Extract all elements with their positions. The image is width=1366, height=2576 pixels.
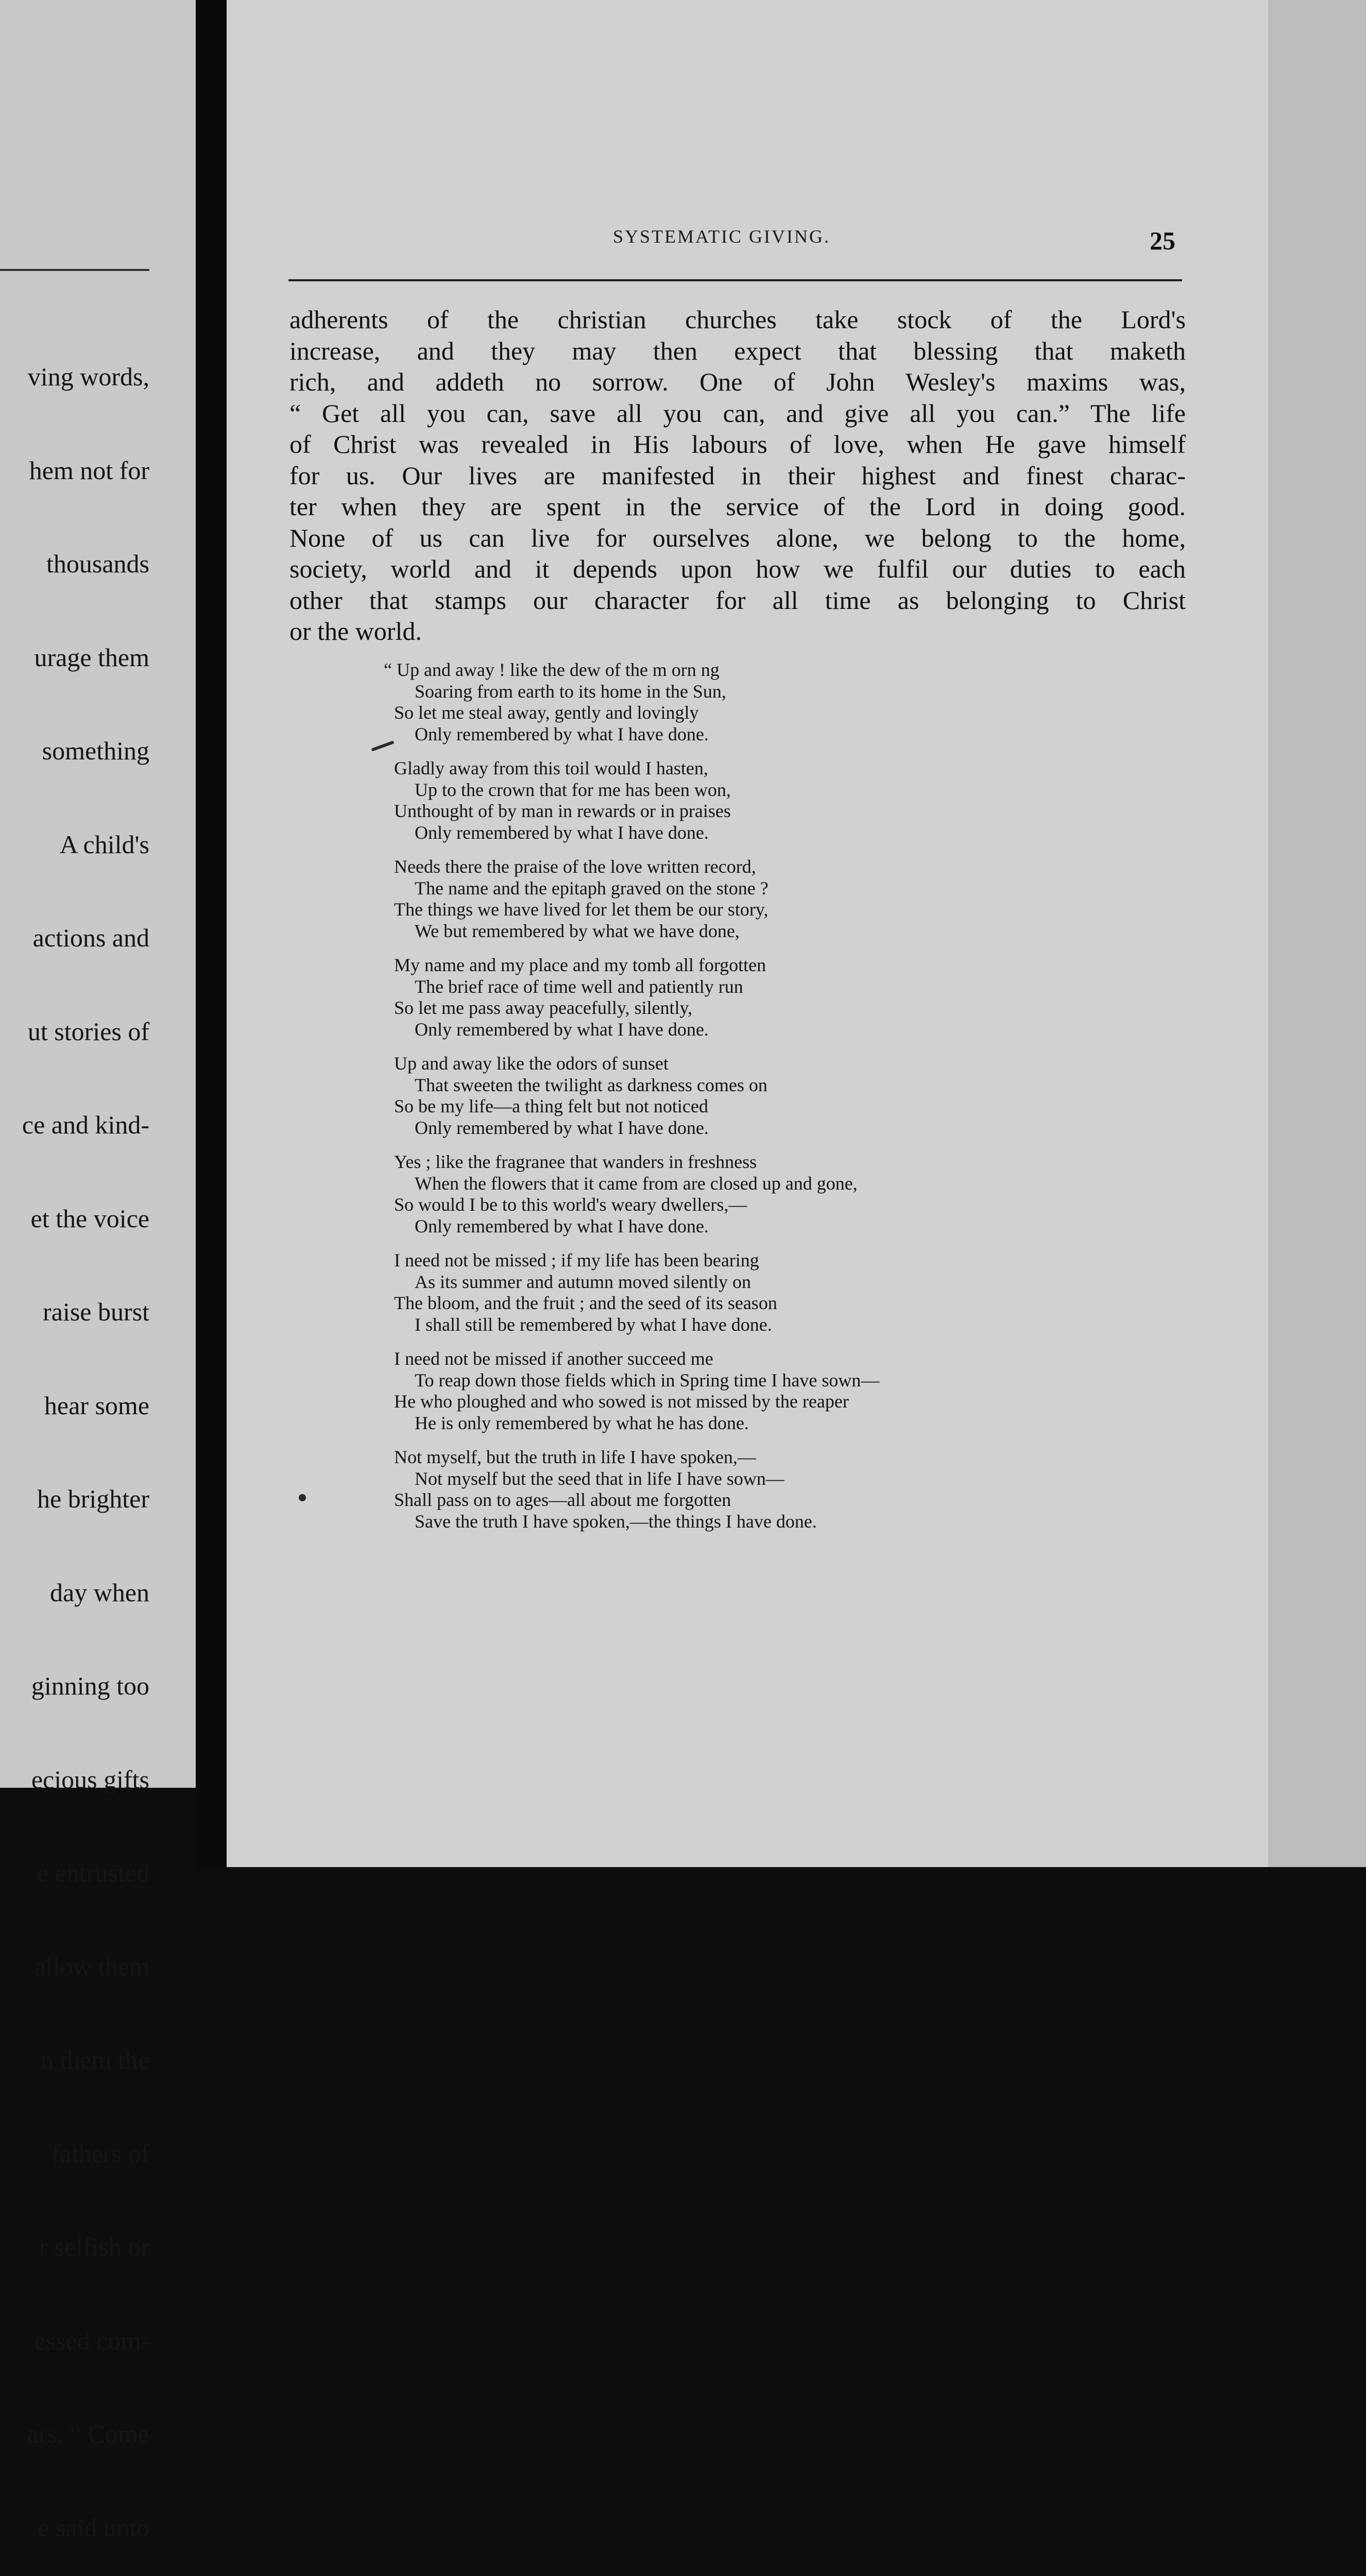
- poem-line: Only remembered by what I have done.: [415, 1117, 709, 1138]
- left-line: A child's: [59, 829, 149, 859]
- poem-line: Not myself but the seed that in life I have sown—: [415, 1468, 784, 1489]
- left-page-fragment: [0, 0, 196, 2542]
- poem-line: We but remembered by what we have done,: [415, 920, 740, 941]
- poem-line: Only remembered by what I have done.: [415, 1019, 709, 1040]
- ink-speck: [299, 1494, 306, 1501]
- poem-line: So be my life—a thing felt but not noticed: [394, 1096, 708, 1116]
- left-line: e said unto: [38, 2513, 149, 2542]
- poem-line: The name and the epitaph graved on the stone ?: [415, 877, 769, 899]
- left-line: e entrusted: [37, 1858, 149, 1887]
- poem-line: Only remembered by what I have done.: [415, 1215, 709, 1236]
- prose-line: “ Get all you can, save all you can, and give all you can.” The life: [289, 398, 1186, 428]
- left-page-head-rule: [0, 269, 149, 271]
- poem-line: I shall still be remembered by what I have done.: [415, 1314, 772, 1335]
- page-number: 25: [1150, 226, 1175, 255]
- right-page: [227, 0, 1366, 1867]
- poem-line: I need not be missed ; if my life has been bearing: [394, 1250, 759, 1270]
- poem-stanza: [394, 1151, 1064, 1237]
- left-line: et the voice: [30, 1204, 149, 1233]
- poem-line: As its summer and autumn moved silently on: [415, 1271, 751, 1292]
- poem-line: Only remembered by what I have done.: [415, 822, 709, 843]
- poem-stanza: [394, 758, 1064, 843]
- left-line: ut stories of: [27, 1016, 149, 1046]
- prose-line: of Christ was revealed in His labours of love, when He gave himself: [289, 430, 1186, 459]
- poem-line: So let me pass away peacefully, silently,: [394, 997, 693, 1018]
- prose-line: increase, and they may then expect that blessing that maketh: [289, 336, 1186, 365]
- left-line: hem not for: [29, 455, 149, 485]
- left-line: r selfish or: [39, 2232, 149, 2261]
- prose-line: for us. Our lives are manifested in their highest and finest charac-: [289, 461, 1186, 490]
- poem-line: Up to the crown that for me has been won,: [415, 779, 731, 800]
- left-line: hear some: [44, 1391, 149, 1420]
- running-head: SYSTEMATIC GIVING.: [613, 226, 830, 247]
- prose-line: society, world and it depends upon how we fulfil our duties to each: [289, 554, 1186, 583]
- ink-mark: [371, 740, 394, 751]
- poem-line: Unthought of by man in rewards or in praises: [394, 801, 731, 821]
- header-rule: [288, 279, 1182, 281]
- poem-stanza: [394, 955, 1064, 1040]
- prose-line: None of us can live for ourselves alone, we belong to the home,: [289, 523, 1186, 552]
- poem-stanza: [394, 1348, 1064, 1434]
- prose-line: rich, and addeth no sorrow. One of John Wesley's maxims was,: [289, 367, 1186, 396]
- left-line: fathers of: [51, 2139, 149, 2168]
- poem-line: Soaring from earth to its home in the Sun,: [415, 681, 726, 702]
- poem-stanza: [394, 856, 1064, 942]
- poem-line: Up and away like the odors of sunset: [394, 1053, 669, 1074]
- poem-line: When the flowers that it came from are closed up and gone,: [415, 1173, 858, 1194]
- page-edge-shadow: [1268, 0, 1366, 1867]
- prose-line: adherents of the christian churches take stock of the Lord's: [289, 305, 1186, 334]
- poem-line: “ Up and away ! like the dew of the m orn ng: [384, 659, 720, 680]
- left-line: he brighter: [37, 1484, 149, 1513]
- poem-line: That sweeten the twilight as darkness comes on: [415, 1074, 767, 1095]
- left-line: ving words,: [27, 362, 149, 391]
- poem-line: Shall pass on to ages—all about me forgotten: [394, 1489, 731, 1510]
- poem-line: Yes ; like the fragranee that wanders in freshness: [394, 1151, 757, 1172]
- left-line: something: [42, 736, 149, 765]
- poem-line: Gladly away from this toil would I hasten,: [394, 758, 708, 778]
- poem-stanza: [394, 1447, 1064, 1532]
- poem-line: My name and my place and my tomb all forgotten: [394, 955, 766, 975]
- poem-line: The things we have lived for let them be our story,: [394, 899, 769, 920]
- poem-line: I need not be missed if another succeed me: [394, 1348, 713, 1369]
- prose-paragraph: [289, 304, 1186, 647]
- poem-line: So would I be to this world's weary dwellers,—: [394, 1194, 747, 1215]
- poem-line: He who ploughed and who sowed is not missed by the reaper: [394, 1391, 849, 1412]
- poem-line: To reap down those fields which in Spring time I have sown—: [415, 1369, 880, 1391]
- left-line: actions and: [32, 923, 149, 952]
- poem-line: Needs there the praise of the love written record,: [394, 856, 756, 877]
- left-line: raise burst: [43, 1297, 149, 1326]
- poem-line: Save the truth I have spoken,—the things I have done.: [415, 1511, 817, 1532]
- prose-line: or the world.: [289, 617, 422, 646]
- left-line: ars, “ Come: [27, 2419, 149, 2448]
- left-line: urage them: [34, 642, 149, 672]
- left-line: ce and kind-: [22, 1110, 149, 1139]
- left-line: thousands: [46, 549, 149, 578]
- poem-line: So let me steal away, gently and lovingly: [394, 702, 699, 723]
- poem-stanza: [384, 659, 1064, 745]
- left-line: essed com-: [34, 2326, 149, 2355]
- prose-line: ter when they are spent in the service of the Lord in doing good.: [289, 492, 1186, 521]
- poem-line: Only remembered by what I have done.: [415, 723, 709, 744]
- poem-line: He is only remembered by what he has done.: [415, 1412, 749, 1433]
- poem: [384, 659, 1064, 1545]
- poem-line: The brief race of time well and patiently run: [415, 976, 743, 997]
- left-line: ginning too: [31, 1671, 149, 1700]
- left-line: allow them: [34, 1952, 149, 1981]
- poem-stanza: [394, 1250, 1064, 1335]
- left-page-text: [21, 299, 149, 2576]
- poem-stanza: [394, 1053, 1064, 1139]
- poem-line: The bloom, and the fruit ; and the seed of its season: [394, 1293, 777, 1313]
- book-gutter: [196, 0, 227, 1867]
- left-line: day when: [50, 1578, 149, 1607]
- left-line: ecious gifts: [31, 1765, 149, 1794]
- prose-line: other that stamps our character for all time as belonging to Christ: [289, 585, 1186, 615]
- left-line: n them the: [40, 2045, 149, 2074]
- poem-line: Not myself, but the truth in life I have spoken,—: [394, 1447, 756, 1467]
